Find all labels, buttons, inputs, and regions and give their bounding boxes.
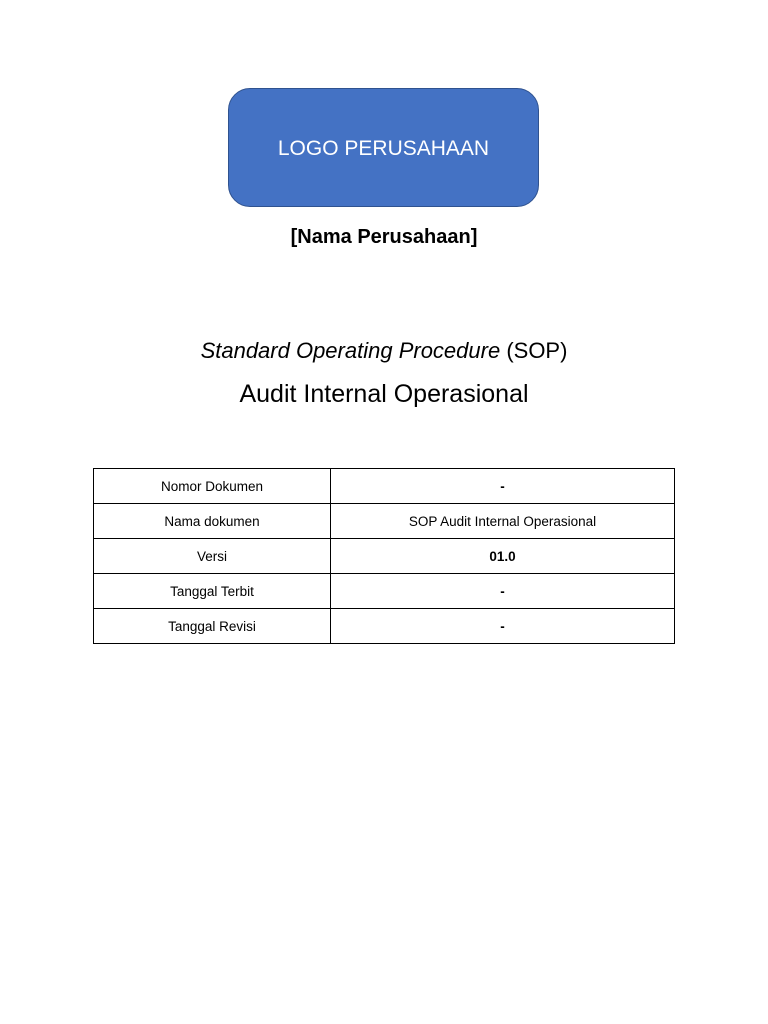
row-value: - — [331, 469, 675, 504]
row-label: Tanggal Terbit — [94, 574, 331, 609]
row-value: SOP Audit Internal Operasional — [331, 504, 675, 539]
sop-full-name: Standard Operating Procedure — [200, 338, 501, 363]
document-info-table — [93, 468, 675, 644]
row-value: - — [331, 574, 675, 609]
table-row — [94, 469, 675, 504]
row-label: Nomor Dokumen — [94, 469, 331, 504]
table-row — [94, 609, 675, 644]
table-row — [94, 539, 675, 574]
row-value: - — [331, 609, 675, 644]
company-name: [Nama Perusahaan] — [290, 226, 478, 248]
sop-abbreviation: (SOP) — [500, 338, 568, 363]
company-logo-placeholder — [228, 88, 539, 207]
row-label: Versi — [94, 539, 331, 574]
table-row — [94, 504, 675, 539]
sop-heading — [0, 338, 768, 364]
table-row — [94, 574, 675, 609]
row-label: Tanggal Revisi — [94, 609, 331, 644]
document-title: Audit Internal Operasional — [239, 380, 529, 408]
logo-text: LOGO PERUSAHAAN — [277, 136, 490, 160]
row-value: 01.0 — [331, 539, 675, 574]
row-label: Nama dokumen — [94, 504, 331, 539]
